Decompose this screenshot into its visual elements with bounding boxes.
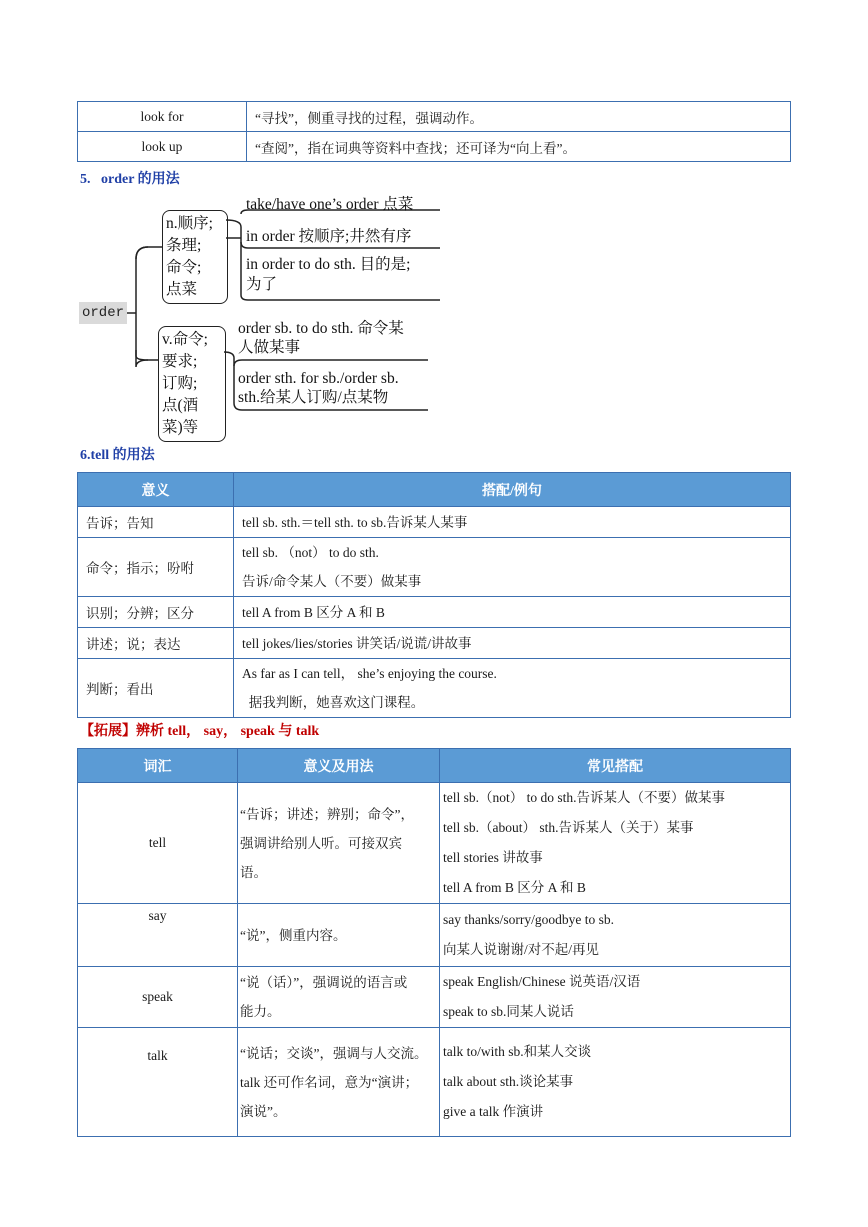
meaning-line: 强调讲给别人听。可接双宾 [240, 835, 402, 851]
noun-item: 为了 [246, 276, 278, 293]
noun-label-line: 条理; [166, 237, 202, 254]
table-row [78, 538, 791, 597]
meaning-cell: 告诉；告知 [78, 507, 234, 538]
collocation-line: talk to/with sb.和某人交谈 [443, 1044, 592, 1059]
collocation-cell [440, 904, 791, 967]
table-row [78, 507, 791, 538]
example-cell [234, 507, 791, 538]
meaning-line: “说（话）”，强调说的语言或 [240, 975, 408, 990]
example-cell [234, 659, 791, 718]
table-row [78, 659, 791, 718]
verb-label-line: v.命令; [162, 331, 208, 348]
table-header-row [78, 473, 791, 507]
verb-branch-box [158, 326, 226, 442]
column-header: 搭配/例句 [234, 473, 791, 507]
collocation-cell [440, 783, 791, 904]
collocation-line: tell stories 讲故事 [443, 850, 543, 865]
collocation-cell [440, 1028, 791, 1137]
example-line: As far as I can tell， she’s enjoying the course. [242, 666, 497, 681]
column-header: 常见搭配 [440, 749, 791, 783]
section-6-heading: 6.tell 的用法 [80, 448, 155, 463]
noun-item: in order 按顺序;井然有序 [246, 228, 412, 245]
example-cell [234, 538, 791, 597]
verb-label-line: 要求; [162, 353, 198, 370]
table-row [78, 628, 791, 659]
meaning-line: 语。 [240, 864, 267, 880]
verb-item: order sth. for sb./order sb. [238, 370, 399, 387]
noun-label-line: n.顺序; [166, 215, 213, 232]
section-5-heading [80, 168, 180, 188]
term-cell: look up [78, 132, 247, 162]
verb-label-line: 订购; [162, 375, 198, 392]
verb-item: order sb. to do sth. 命令某 [238, 320, 404, 337]
example-cell [234, 628, 791, 659]
example-line: tell sb. （not） to do sth. [242, 545, 379, 560]
meaning-cell: 讲述；说；表达 [78, 628, 234, 659]
noun-label-line: 点菜 [166, 281, 198, 298]
table-row [78, 967, 791, 1028]
example-line: tell sb. sth.＝tell sth. to sb.告诉某人某事 [242, 514, 468, 530]
meaning-cell: 命令；指示；吩咐 [78, 538, 234, 597]
meaning-line: talk 还可作名词，意为“演讲； [240, 1074, 419, 1090]
word-cell: speak [78, 967, 238, 1028]
table-row [78, 904, 791, 967]
collocation-cell [440, 967, 791, 1028]
collocation-line: speak English/Chinese 说英语/汉语 [443, 974, 641, 989]
verb-item: sth.给某人订购/点某物 [238, 389, 389, 406]
term-cell: look for [78, 102, 247, 132]
tell-usage-table [77, 472, 791, 718]
collocation-line: 向某人说谢谢/对不起/再见 [443, 942, 600, 957]
meaning-cell: 判断；看出 [78, 659, 234, 718]
column-header: 词汇 [78, 749, 238, 783]
table-header-row [78, 749, 791, 783]
look-phrases-table [77, 101, 791, 162]
table-row [78, 1028, 791, 1137]
column-header: 意义及用法 [238, 749, 440, 783]
example-line: 告诉/命令某人（不要）做某事 [242, 574, 422, 589]
noun-item: take/have one’s order 点菜 [246, 196, 414, 213]
table-row [78, 597, 791, 628]
desc-cell: “查阅”，指在词典等资料中查找；还可译为“向上看”。 [247, 132, 791, 162]
word-cell: tell [78, 783, 238, 904]
meaning-line: “告诉；讲述；辨别；命令”， [240, 806, 414, 822]
table-row [78, 132, 791, 162]
collocation-line: tell sb.（about） sth.告诉某人（关于）某事 [443, 820, 694, 835]
desc-cell: “寻找”，侧重寻找的过程，强调动作。 [247, 102, 791, 132]
table-row [78, 102, 791, 132]
example-line: tell jokes/lies/stories 讲笑话/说谎/讲故事 [242, 635, 472, 651]
word-cell: say [78, 904, 238, 967]
mind-map-root: order [79, 302, 127, 324]
collocation-line: say thanks/sorry/goodbye to sb. [443, 912, 614, 927]
meaning-line: “说”，侧重内容。 [240, 927, 347, 943]
collocation-line: tell A from B 区分 A 和 B [443, 880, 586, 895]
example-line: tell A from B 区分 A 和 B [242, 604, 385, 620]
noun-branch-box [162, 210, 228, 304]
collocation-line: tell sb.（not） to do sth.告诉某人（不要）做某事 [443, 790, 726, 805]
meaning-cell [238, 967, 440, 1028]
meaning-cell [238, 904, 440, 967]
meaning-cell [238, 783, 440, 904]
verb-label-line: 点(酒 [162, 397, 199, 414]
collocation-line: give a talk 作演讲 [443, 1104, 544, 1119]
meaning-line: “说话；交谈”，强调与人交流。 [240, 1045, 428, 1061]
verb-label-line: 菜)等 [162, 419, 199, 436]
tell-say-speak-talk-table [77, 748, 791, 1137]
meaning-cell: 识别；分辨；区分 [78, 597, 234, 628]
noun-label-line: 命令; [166, 259, 202, 276]
column-header: 意义 [78, 473, 234, 507]
meaning-cell [238, 1028, 440, 1137]
section-title: order 的用法 [101, 172, 180, 187]
extension-heading: 【拓展】辨析 tell， say， speak 与 talk [80, 724, 320, 739]
noun-item: in order to do sth. 目的是; [246, 256, 411, 273]
verb-item: 人做某事 [238, 339, 301, 356]
table-row [78, 783, 791, 904]
example-line: 据我判断，她喜欢这门课程。 [242, 695, 425, 710]
word-cell: talk [78, 1028, 238, 1137]
example-cell [234, 597, 791, 628]
collocation-line: speak to sb.同某人说话 [443, 1004, 574, 1019]
meaning-line: 能力。 [240, 1004, 281, 1019]
collocation-line: talk about sth.谈论某事 [443, 1074, 574, 1089]
meaning-line: 演说”。 [240, 1103, 287, 1119]
section-number: 5. [80, 172, 91, 187]
order-mind-map [76, 190, 456, 440]
